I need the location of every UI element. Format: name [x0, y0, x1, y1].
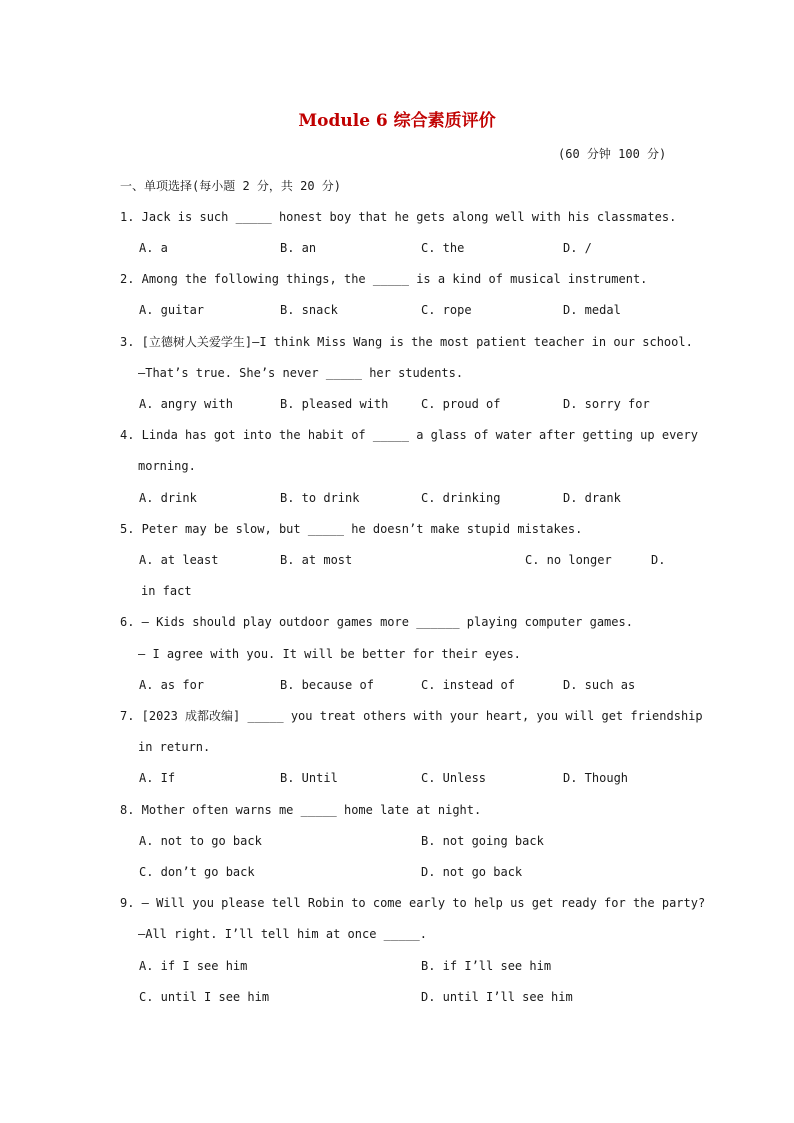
question-3-stem-line-2: —That’s true. She’s never _____ her students. [138, 366, 464, 380]
question-5-option-a: A. at least [139, 553, 219, 567]
question-3-option-b: B. pleased with [280, 397, 389, 411]
question-4-stem-line-2: morning. [138, 459, 196, 473]
question-6-option-c: C. instead of [421, 678, 515, 692]
question-6-stem-line-2: — I agree with you. It will be better for their eyes. [138, 647, 521, 661]
question-9-stem-line-2: —All right. I’ll tell him at once _____. [138, 927, 427, 941]
question-8-option-d: D. not go back [421, 865, 523, 879]
question-7-option-d: D. Though [563, 771, 629, 785]
question-2-option-d: D. medal [563, 303, 621, 317]
question-2-option-a: A. guitar [139, 303, 205, 317]
question-4-option-d: D. drank [563, 491, 621, 505]
question-9-option-c: C. until I see him [139, 990, 270, 1004]
page-title: Module 6 综合素质评价 [298, 111, 496, 131]
question-6-option-b: B. because of [280, 678, 374, 692]
question-1-option-c: C. the [421, 241, 465, 255]
question-9-option-d: D. until I’ll see him [421, 990, 573, 1004]
question-8-option-a: A. not to go back [139, 834, 262, 848]
question-9-option-b: B. if I’ll see him [421, 959, 552, 973]
question-5-option-c: C. no longer [525, 553, 612, 567]
question-1-option-b: B. an [280, 241, 317, 255]
question-4-stem: 4. Linda has got into the habit of _____ a glass of water after getting up every [120, 428, 698, 442]
question-3-option-a: A. angry with [139, 397, 233, 411]
question-5-stem: 5. Peter may be slow, but _____ he doesn’t make stupid mistakes. [120, 522, 583, 536]
question-5-option-d-label: D. [651, 553, 666, 567]
section-heading: 一、单项选择(每小题 2 分，共 20 分) [120, 179, 342, 193]
question-7-option-a: A. If [139, 771, 176, 785]
question-7-option-c: C. Unless [421, 771, 487, 785]
question-3-stem: 3. [立德树人关爱学生]—I think Miss Wang is the most patient teacher in our school. [120, 335, 693, 349]
question-4-option-b: B. to drink [280, 491, 360, 505]
question-2-option-c: C. rope [421, 303, 472, 317]
question-9-option-a: A. if I see him [139, 959, 248, 973]
question-3-option-d: D. sorry for [563, 397, 650, 411]
question-7-stem-line-2: in return. [138, 740, 211, 754]
question-9-stem: 9. — Will you please tell Robin to come early to help us get ready for the party? [120, 896, 706, 910]
question-2-stem: 2. Among the following things, the _____ is a kind of musical instrument. [120, 272, 648, 286]
question-8-option-b: B. not going back [421, 834, 544, 848]
question-7-option-b: B. Until [280, 771, 338, 785]
question-4-option-c: C. drinking [421, 491, 501, 505]
question-5-option-d-text: in fact [141, 584, 192, 598]
question-6-option-a: A. as for [139, 678, 205, 692]
question-4-option-a: A. drink [139, 491, 197, 505]
question-6-option-d: D. such as [563, 678, 636, 692]
question-8-stem: 8. Mother often warns me _____ home late at night. [120, 803, 482, 817]
question-1-option-a: A. a [139, 241, 168, 255]
question-3-option-c: C. proud of [421, 397, 501, 411]
question-5-option-b: B. at most [280, 553, 353, 567]
question-1-stem: 1. Jack is such _____ honest boy that he gets along well with his classmates. [120, 210, 677, 224]
question-2-option-b: B. snack [280, 303, 338, 317]
question-6-stem: 6. — Kids should play outdoor games more ______ playing computer games. [120, 615, 633, 629]
question-7-stem: 7. [2023 成都改编] _____ you treat others with your heart, you will get friendship [120, 709, 703, 723]
time-score-note: (60 分钟 100 分) [558, 147, 667, 161]
question-8-option-c: C. don’t go back [139, 865, 255, 879]
question-1-option-d: D. / [563, 241, 592, 255]
